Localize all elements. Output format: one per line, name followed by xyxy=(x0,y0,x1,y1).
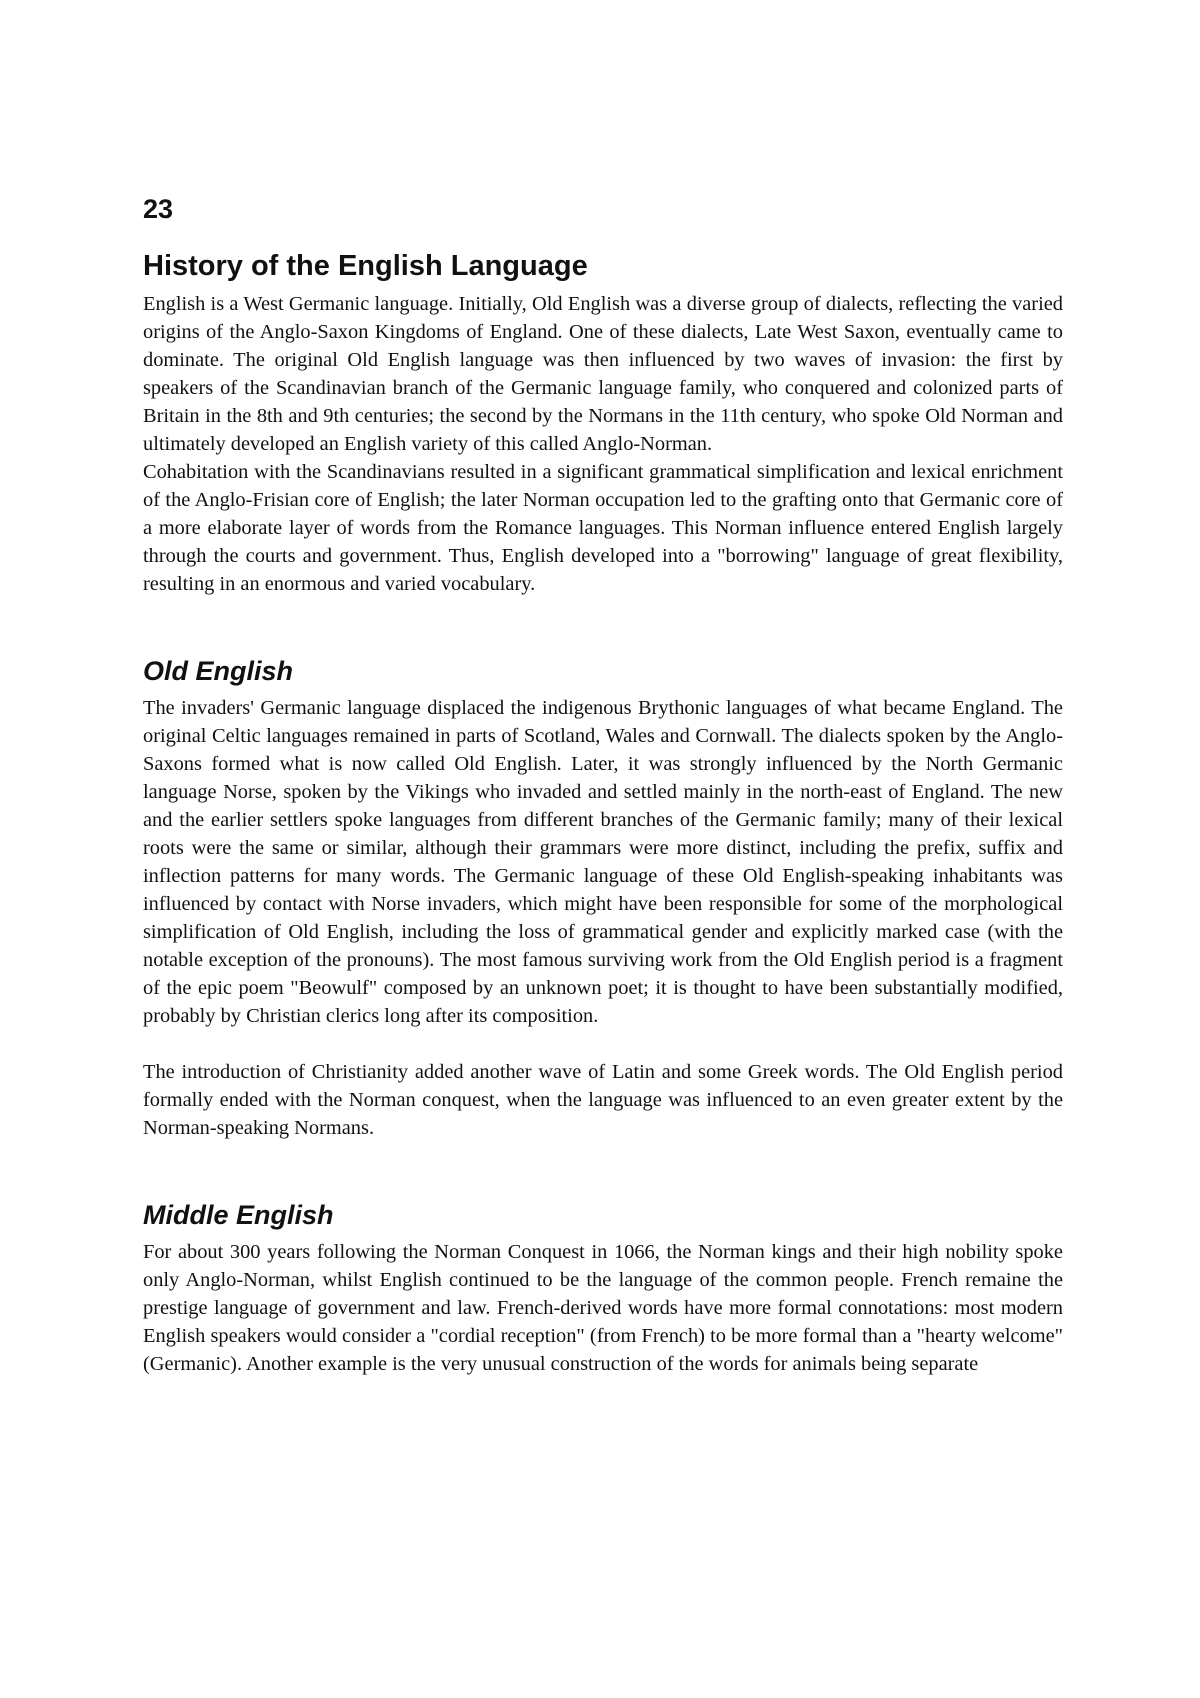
old-english-paragraph-2: The introduction of Christianity added another wave of Latin and some Greek words. The Old English period formally ended with the Norman conquest, when the language was influenced to an even greater extent by the Norman-speaking Normans. xyxy=(143,1061,1063,1139)
section-heading-middle-english: Middle English xyxy=(143,1200,334,1230)
document-page xyxy=(143,192,1063,1378)
section-heading-old-english: Old English xyxy=(143,656,294,686)
chapter-title: History of the English Language xyxy=(143,250,588,282)
old-english-paragraph-1: The invaders' Germanic language displaced the indigenous Brythonic languages of what became England. The original Celtic languages remained in parts of Scotland, Wales and Cornwall. The dialects spoken by the Anglo-Saxons formed what is now called Old English. Later, it was strongly influenced by the North Germanic language Norse, spoken by the Vikings who invaded and settled mainly in the north-east of England. The new and the earlier settlers spoke languages from different branches of the Germanic family; many of their lexical roots were the same or similar, although their grammars were more distinct, including the prefix, suffix and inflection patterns for many words. The Germanic language of these Old English-speaking inhabitants was influenced by contact with Norse invaders, which might have been responsible for some of the morphological simplification of Old English, including the loss of grammatical gender and explicitly marked case (with the notable exception of the pronouns). The most famous surviving work from the Old English period is a fragment of the epic poem "Beowulf" composed by an unknown poet; it is thought to have been substantially modified, probably by Christian clerics long after its composition. xyxy=(143,697,1063,1027)
chapter-number: 23 xyxy=(143,194,174,224)
intro-paragraph-1: English is a West Germanic language. Initially, Old English was a diverse group of dialects, reflecting the varied origins of the Anglo-Saxon Kingdoms of England. One of these dialects, Late West Saxon, eventually came to dominate. The original Old English language was then influenced by two waves of invasion: the first by speakers of the Scandinavian branch of the Germanic language family, who conquered and colonized parts of Britain in the 8th and 9th centuries; the second by the Normans in the 11th century, who spoke Old Norman and ultimately developed an English variety of this called Anglo-Norman. xyxy=(143,293,1063,455)
intro-paragraph-2: Cohabitation with the Scandinavians resulted in a significant grammatical simplification and lexical enrichment of the Anglo-Frisian core of English; the later Norman occupation led to the grafting onto that Germanic core of a more elaborate layer of words from the Romance languages. This Norman influence entered English largely through the courts and government. Thus, English developed into a "borrowing" language of great flexibility, resulting in an enormous and varied vocabulary. xyxy=(143,461,1063,595)
middle-english-paragraph-1: For about 300 years following the Norman Conquest in 1066, the Norman kings and their high nobility spoke only Anglo-Norman, whilst English continued to be the language of the common people. French remaine the prestige language of government and law. French-derived words have more formal connotations: most modern English speakers would consider a "cordial reception" (from French) to be more formal than a "hearty welcome" (Germanic). Another example is the very unusual construction of the words for animals being separate xyxy=(143,1241,1063,1375)
